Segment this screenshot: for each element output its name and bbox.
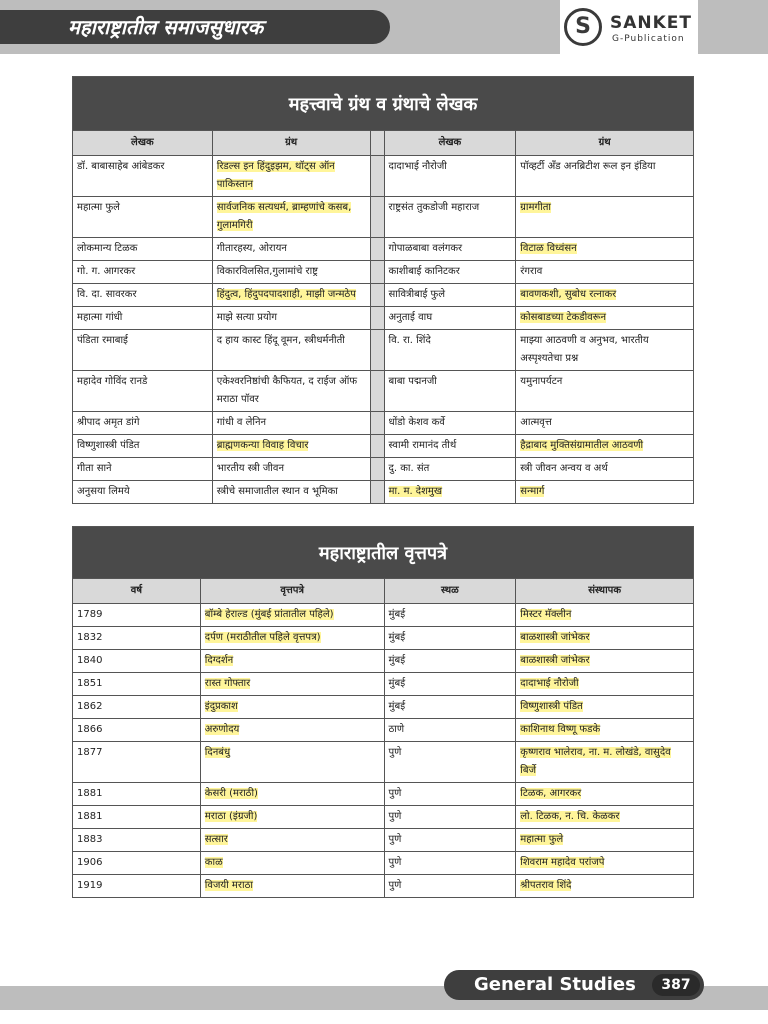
founder-cell [516, 783, 694, 806]
founder-cell [516, 650, 694, 673]
column-gap [370, 435, 384, 458]
year-cell [73, 742, 201, 783]
book-cell [212, 435, 370, 458]
book-cell-text: विकारविलसित,गुलामांचे राष्ट्र [216, 266, 319, 277]
newspaper-cell-text: मराठा (इंग्रजी) [204, 811, 258, 822]
author-cell-text: अनुताई वाघ [388, 312, 433, 323]
page-number: 387 [652, 974, 700, 996]
column-gap [370, 307, 384, 330]
year-cell-text: 1877 [77, 747, 103, 758]
author-cell [73, 156, 213, 197]
author-cell [384, 458, 516, 481]
book-cell-text: ब्राह्मणकन्या विवाह विचार [216, 440, 309, 451]
place-cell [384, 852, 516, 875]
book-cell [212, 197, 370, 238]
author-cell-text: डॉ. बाबासाहेब आंबेडकर [77, 161, 165, 172]
author-cell-text: श्रीपाद अमृत डांगे [77, 417, 140, 428]
table-row [73, 673, 694, 696]
logo-s-icon: S [564, 8, 602, 46]
author-cell-text: अनुसया लिमये [77, 486, 130, 497]
books-table-header [73, 131, 694, 156]
year-cell-text: 1881 [77, 811, 103, 822]
book-cell [212, 458, 370, 481]
author-cell [73, 284, 213, 307]
newspaper-cell [200, 627, 384, 650]
column-gap [370, 131, 384, 156]
author-cell [73, 412, 213, 435]
author-cell-text: विष्णुशास्त्री पंडित [77, 440, 140, 451]
table-row [73, 875, 694, 898]
year-cell-text: 1840 [77, 655, 103, 666]
col-header-year: वर्ष [73, 579, 201, 604]
book-cell-text: हैद्राबाद मुक्तिसंग्रामातील आठवणी [520, 440, 644, 451]
author-cell [384, 284, 516, 307]
year-cell [73, 783, 201, 806]
founder-cell [516, 719, 694, 742]
chapter-title: महाराष्ट्रातील समाजसुधारक [0, 10, 390, 44]
author-cell [384, 238, 516, 261]
founder-cell-text: विष्णुशास्त्री पंडित [520, 701, 583, 712]
place-cell [384, 650, 516, 673]
place-cell-text: ठाणे [388, 724, 405, 735]
table-row [73, 852, 694, 875]
newspaper-cell-text: अरुणोदय [204, 724, 240, 735]
author-cell-text: महात्मा गांधी [77, 312, 123, 323]
book-cell [212, 238, 370, 261]
author-cell [73, 330, 213, 371]
newspaper-cell-text: इंदुप्रकाश [204, 701, 238, 712]
author-cell-text: धोंडो केशव कर्वे [388, 417, 445, 428]
author-cell [384, 435, 516, 458]
author-cell-text: दादाभाई नौरोजी [388, 161, 447, 172]
book-cell [212, 481, 370, 504]
book-cell [516, 284, 694, 307]
author-cell [384, 330, 516, 371]
table-row [73, 156, 694, 197]
author-cell [384, 307, 516, 330]
place-cell-text: पुणे [388, 788, 402, 799]
year-cell-text: 1862 [77, 701, 103, 712]
column-gap [370, 458, 384, 481]
author-cell-text: महादेव गोविंद रानडे [77, 376, 148, 387]
books-table [72, 76, 694, 504]
table-row [73, 481, 694, 504]
book-cell [516, 261, 694, 284]
book-cell [516, 412, 694, 435]
book-cell-text: बावणकशी, सुबोध रत्नाकर [520, 289, 617, 300]
column-gap [370, 197, 384, 238]
author-cell [384, 197, 516, 238]
books-table-title: महत्त्वाचे ग्रंथ व ग्रंथाचे लेखक [73, 77, 694, 131]
book-cell [516, 481, 694, 504]
book-cell-text: पॉव्हर्टी अँड अनब्रिटीश रूल इन इंडिया [520, 161, 656, 172]
year-cell-text: 1832 [77, 632, 103, 643]
author-cell-text: गीता साने [77, 463, 112, 474]
author-cell-text: गोपाळबाबा वलंगकर [388, 243, 463, 254]
author-cell-text: सावित्रीबाई फुले [388, 289, 446, 300]
founder-cell-text: बाळशास्त्री जांभेकर [520, 655, 590, 666]
founder-cell [516, 742, 694, 783]
author-cell [73, 435, 213, 458]
table-row [73, 829, 694, 852]
book-cell [212, 156, 370, 197]
table-row [73, 412, 694, 435]
place-cell-text: पुणे [388, 857, 402, 868]
column-gap [370, 238, 384, 261]
table-row [73, 806, 694, 829]
book-cell [212, 284, 370, 307]
book-cell-text: सार्वजनिक सत्यधर्म, ब्राम्हणांचे कसब, गुलामगिरी [216, 202, 352, 231]
book-cell [516, 156, 694, 197]
newspaper-cell [200, 604, 384, 627]
newspapers-table-title: महाराष्ट्रातील वृत्तपत्रे [73, 527, 694, 579]
newspaper-cell [200, 852, 384, 875]
column-gap [370, 330, 384, 371]
founder-cell [516, 696, 694, 719]
author-cell [73, 238, 213, 261]
newspaper-cell [200, 650, 384, 673]
author-cell-text: गो. ग. आगरकर [77, 266, 136, 277]
place-cell [384, 627, 516, 650]
year-cell [73, 719, 201, 742]
book-cell [516, 238, 694, 261]
newspaper-cell-text: दर्पण (मराठीतील पहिले वृत्तपत्र) [204, 632, 321, 643]
year-cell-text: 1906 [77, 857, 103, 868]
place-cell-text: पुणे [388, 747, 402, 758]
table-row [73, 627, 694, 650]
author-cell [73, 197, 213, 238]
book-cell-text: यमुनापर्यटन [520, 376, 563, 387]
newspaper-cell [200, 673, 384, 696]
year-cell [73, 875, 201, 898]
newspaper-cell [200, 806, 384, 829]
year-cell [73, 650, 201, 673]
table-row [73, 742, 694, 783]
year-cell [73, 696, 201, 719]
table-row [73, 307, 694, 330]
author-cell-text: राष्ट्रसंत तुकडोजी महाराज [388, 202, 480, 213]
book-cell [516, 458, 694, 481]
book-cell-text: ग्रामगीता [520, 202, 552, 213]
newspaper-cell [200, 742, 384, 783]
place-cell-text: मुंबई [388, 632, 406, 643]
author-cell [73, 481, 213, 504]
newspaper-cell-text: केसरी (मराठी) [204, 788, 258, 799]
column-gap [370, 156, 384, 197]
founder-cell [516, 604, 694, 627]
founder-cell-text: श्रीपतराव शिंदे [520, 880, 572, 891]
place-cell-text: मुंबई [388, 655, 406, 666]
book-cell-text: हिंदुत्व, हिंदुपदपादशाही, माझी जन्मठेप [216, 289, 356, 300]
year-cell [73, 852, 201, 875]
newspaper-cell-text: काळ [204, 857, 223, 868]
author-cell [384, 156, 516, 197]
book-cell-text: एकेश्वरनिष्ठांची कैफियत, द राईज ऑफ मराठा पॉवर [216, 376, 358, 405]
column-gap [370, 412, 384, 435]
book-cell [516, 330, 694, 371]
author-cell-text: काशीबाई कानिटकर [388, 266, 460, 277]
newspaper-cell [200, 696, 384, 719]
book-cell [212, 412, 370, 435]
author-cell-text: मा. म. देशमुख [388, 486, 443, 497]
book-cell-text: गीतारहस्य, ओरायन [216, 243, 287, 254]
book-cell-text: गांधी व लेनिन [216, 417, 267, 428]
author-cell-text: दु. का. संत [388, 463, 430, 474]
table-row [73, 604, 694, 627]
place-cell [384, 875, 516, 898]
founder-cell-text: मिस्टर मॅक्लीन [520, 609, 572, 620]
author-cell [384, 412, 516, 435]
year-cell-text: 1919 [77, 880, 103, 891]
book-cell-text: द हाय कास्ट हिंदू वूमन, स्त्रीधर्मनीती [216, 335, 345, 346]
book-cell [516, 371, 694, 412]
book-cell-text: माझे सत्या प्रयोग [216, 312, 277, 323]
newspaper-cell [200, 875, 384, 898]
year-cell [73, 673, 201, 696]
founder-cell-text: लो. टिळक, न. चि. केळकर [520, 811, 620, 822]
book-cell [212, 330, 370, 371]
newspaper-cell-text: विजयी मराठा [204, 880, 253, 891]
book-cell [516, 435, 694, 458]
book-cell-text: रंगराव [520, 266, 543, 277]
book-cell [212, 371, 370, 412]
col-header-author: लेखक [73, 131, 213, 156]
book-cell [516, 307, 694, 330]
founder-cell [516, 806, 694, 829]
author-cell [73, 261, 213, 284]
book-cell-text: माझ्या आठवणी व अनुभव, भारतीय अस्पृश्यतेचा प्रश्न [520, 335, 649, 364]
newspaper-cell [200, 719, 384, 742]
logo-subtitle: G-Publication [612, 34, 685, 44]
founder-cell-text: दादाभाई नौरोजी [520, 678, 579, 689]
newspaper-cell [200, 783, 384, 806]
book-cell-text: सन्मार्ग [520, 486, 545, 497]
column-gap [370, 371, 384, 412]
place-cell-text: मुंबई [388, 701, 406, 712]
table-row [73, 435, 694, 458]
newspaper-cell [200, 829, 384, 852]
column-gap [370, 481, 384, 504]
table-row [73, 371, 694, 412]
year-cell-text: 1881 [77, 788, 103, 799]
table-row [73, 284, 694, 307]
founder-cell-text: टिळक, आगरकर [520, 788, 582, 799]
book-cell-text: रिडल्स इन हिंदुइझम, थॉट्स ऑन पाकिस्तान [216, 161, 335, 190]
author-cell [384, 261, 516, 284]
year-cell [73, 829, 201, 852]
place-cell [384, 719, 516, 742]
newspaper-cell-text: रास्त गोफ्तार [204, 678, 251, 689]
author-cell-text: वि. दा. सावरकर [77, 289, 137, 300]
place-cell-text: पुणे [388, 834, 402, 845]
author-cell-text: बाबा पद्मनजी [388, 376, 437, 387]
place-cell-text: मुंबई [388, 678, 406, 689]
author-cell-text: लोकमान्य टिळक [77, 243, 138, 254]
founder-cell-text: कृष्णराव भालेराव, ना. म. लोखंडे, वासुदेव बिर्जे [520, 747, 671, 776]
newspapers-table-header [73, 579, 694, 604]
author-cell-text: स्वामी रामानंद तीर्थ [388, 440, 457, 451]
year-cell [73, 627, 201, 650]
col-header-book: ग्रंथ [212, 131, 370, 156]
col-header-author-2: लेखक [384, 131, 516, 156]
author-cell [73, 458, 213, 481]
founder-cell-text: महात्मा फुले [520, 834, 564, 845]
table-row [73, 261, 694, 284]
author-cell-text: पंडिता रमाबाई [77, 335, 128, 346]
table-row [73, 197, 694, 238]
author-cell [384, 371, 516, 412]
place-cell [384, 696, 516, 719]
table-row [73, 238, 694, 261]
book-cell [212, 261, 370, 284]
place-cell [384, 783, 516, 806]
founder-cell [516, 829, 694, 852]
table-row [73, 650, 694, 673]
logo-name: SANKET [610, 13, 693, 33]
book-cell-text: भारतीय स्त्री जीवन [216, 463, 285, 474]
footer-label: General Studies [474, 974, 636, 995]
year-cell-text: 1789 [77, 609, 103, 620]
founder-cell-text: काशिनाथ विष्णू फडके [520, 724, 601, 735]
place-cell-text: पुणे [388, 880, 402, 891]
col-header-founder: संस्थापक [516, 579, 694, 604]
place-cell-text: पुणे [388, 811, 402, 822]
year-cell [73, 604, 201, 627]
newspaper-cell-text: सत्सार [204, 834, 228, 845]
founder-cell [516, 673, 694, 696]
year-cell [73, 806, 201, 829]
newspaper-cell-text: दिनबंधु [204, 747, 231, 758]
place-cell [384, 829, 516, 852]
author-cell-text: महात्मा फुले [77, 202, 120, 213]
author-cell [73, 371, 213, 412]
place-cell [384, 806, 516, 829]
place-cell [384, 604, 516, 627]
col-header-place: स्थळ [384, 579, 516, 604]
book-cell [212, 307, 370, 330]
table-row [73, 783, 694, 806]
place-cell [384, 742, 516, 783]
col-header-book-2: ग्रंथ [516, 131, 694, 156]
newspapers-table [72, 526, 694, 898]
author-cell [73, 307, 213, 330]
year-cell-text: 1851 [77, 678, 103, 689]
place-cell-text: मुंबई [388, 609, 406, 620]
founder-cell-text: शिवराम महादेव परांजपे [520, 857, 605, 868]
book-cell-text: आत्मवृत्त [520, 417, 552, 428]
book-cell-text: विटाळ विध्वंसन [520, 243, 577, 254]
author-cell [384, 481, 516, 504]
year-cell-text: 1866 [77, 724, 103, 735]
newspaper-cell-text: दिग्दर्शन [204, 655, 234, 666]
author-cell-text: वि. रा. शिंदे [388, 335, 431, 346]
book-cell-text: कोसबाडच्या टेकडीवरून [520, 312, 607, 323]
founder-cell [516, 627, 694, 650]
book-cell-text: स्त्रीचे समाजातील स्थान व भूमिका [216, 486, 338, 497]
table-row [73, 458, 694, 481]
book-cell [516, 197, 694, 238]
table-row [73, 719, 694, 742]
founder-cell [516, 852, 694, 875]
column-gap [370, 284, 384, 307]
year-cell-text: 1883 [77, 834, 103, 845]
place-cell [384, 673, 516, 696]
newspaper-cell-text: बॉम्बे हेराल्ड (मुंबई प्रांतातील पहिले) [204, 609, 334, 620]
table-row [73, 696, 694, 719]
table-row [73, 330, 694, 371]
publisher-logo [560, 0, 698, 54]
col-header-newspaper: वृत्तपत्रे [200, 579, 384, 604]
founder-cell [516, 875, 694, 898]
column-gap [370, 261, 384, 284]
book-cell-text: स्त्री जीवन अन्वय व अर्थ [520, 463, 608, 474]
founder-cell-text: बाळशास्त्री जांभेकर [520, 632, 590, 643]
